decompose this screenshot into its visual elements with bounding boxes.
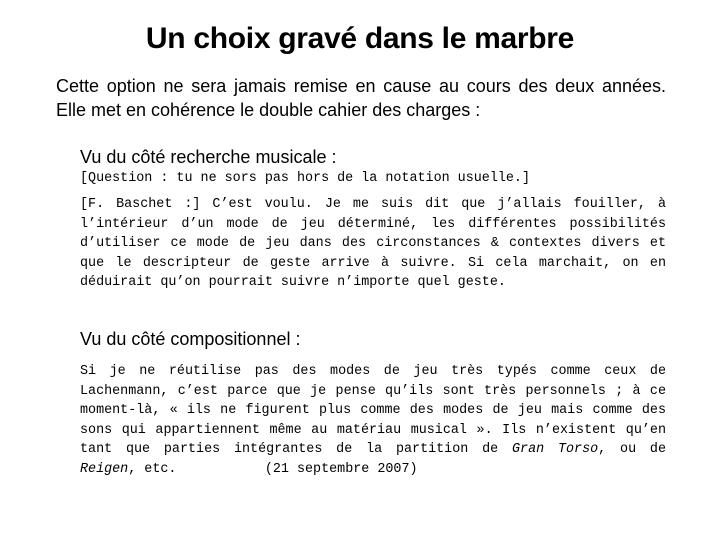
- quote-text-main: Si je ne réutilise pas des modes de jeu très typés comme ceux de Lachenmann, c’est parce que je pense qu’ils sont très personnels ; à ce moment-là, « ils ne figurent plus comme des modes de jeu mais comme des sons qui appartiennent même au matériau musical ». Ils n’existent qu’en tant que parties intégrantes de la partition de: [80, 364, 666, 457]
- work-title-gran-torso: Gran Torso: [512, 442, 599, 457]
- quote-text-end: , etc.: [128, 461, 177, 477]
- quote-date: (21 septembre 2007): [264, 461, 418, 477]
- quote-text-mid: , ou de: [598, 442, 666, 457]
- interview-answer: [F. Baschet :] C’est voulu. Je me suis dit que j’allais fouiller, à l’intérieur d’un mode de jeu déterminé, les différentes possibilités d’utiliser ce mode de jeu dans des circonstances & contextes divers et que le descripteur de geste arrive à suivre. Si cela marchait, on en déduirait qu’on pourrait suivre n’importe quel geste.: [80, 197, 666, 290]
- interview-question: [Question : tu ne sors pas hors de la notation usuelle.]: [80, 171, 530, 186]
- work-title-reigen: Reigen: [80, 461, 129, 477]
- intro-paragraph: Cette option ne sera jamais remise en cause au cours des deux années. Elle met en cohérence le double cahier des charges :: [56, 76, 666, 120]
- section-heading-research: Vu du côté recherche musicale :: [80, 147, 337, 167]
- slide-title: Un choix gravé dans le marbre: [145, 22, 575, 55]
- compositional-quote: [80, 362, 666, 479]
- section-heading-compositional: Vu du côté compositionnel :: [80, 329, 301, 349]
